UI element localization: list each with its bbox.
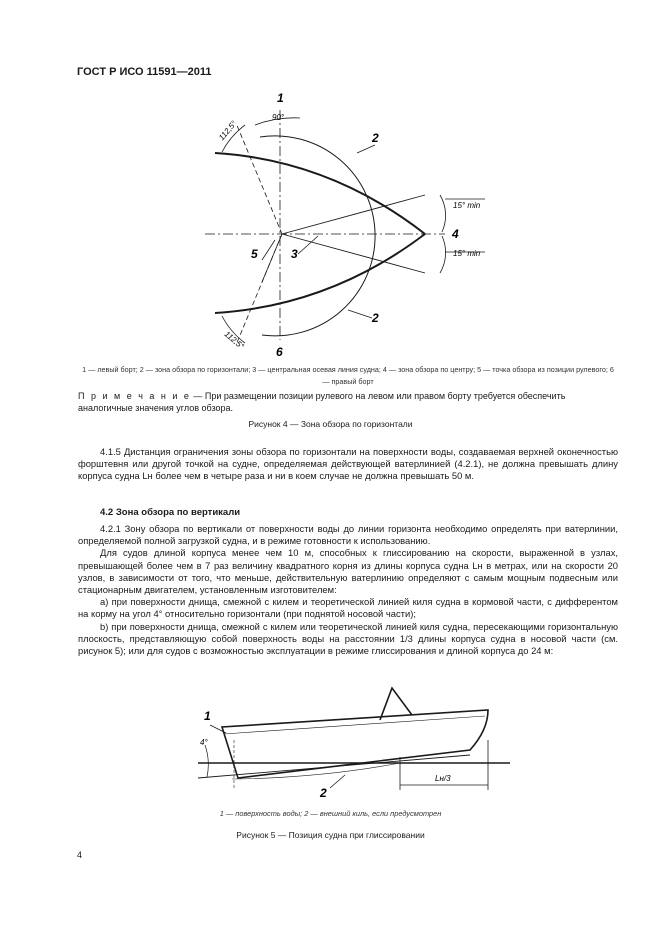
figure-5-keys: 1 — поверхность воды; 2 — внешний киль, если предусмотрен	[219, 809, 442, 818]
fig4-label-2-top: 2	[372, 131, 379, 145]
fig4-angle-90: 90°	[272, 113, 285, 122]
figure-4-keys: 1 — левый борт; 2 — зона обзора по горизонтали; 3 — центральная осевая линия судна; 4 — зона обзора по центру; 5 — точка обзора из позиции рулевого; 6 — правый борт	[82, 365, 614, 386]
fig4-label-1: 1	[277, 91, 284, 105]
note-label: П р и м е ч а н и е	[78, 391, 191, 401]
fig4-angle-112-top: 112,5°	[217, 119, 239, 143]
fig4-label-6: 6	[276, 345, 283, 359]
fig5-angle: 4°	[200, 738, 208, 747]
fig4-15-min-bottom: 15° min	[453, 249, 481, 258]
fig4-label-4: 4	[452, 227, 459, 241]
fig4-label-2-bottom: 2	[372, 311, 379, 325]
paragraph-4-2-1: 4.2.1 Зону обзора по вертикали от поверхности воды до линии горизонта необходимо определять при ватерлинии, определяемой полной загрузкой судна, и в режиме готовности к использованию. Для судов длиной корпуса менее чем 10 м, способных к глиссированию на скорости, выраженной в узлах, превышающей более чем в 7 раз величину квадратного корня из длины корпуса судна Lн в метрах, или на скорости 20 узлов, в зависимости от того, что меньше, действительную ватерлинию определяют с самым мощным подвесным или стационарным двигателем, установленным изготовителем: a) при поверхности днища, смежной с килем и теоретической линией киля судна в кормовой части, с дифферентом на корму на угол 4° относительно горизонтали (при поднятой носовой части); b) при поверхности днища, смежной с килем или теоретической линией киля судна, пересекающими горизонтальную плоскость, представляющую собой поверхность воды на расстоянии 1/3 длины корпуса судна в носовой части (см. рисунок 5); или для судов с возможностью эксплуатации в режиме глиссирования и длиной корпуса до 24 м:	[78, 523, 618, 657]
page-number: 4	[77, 850, 83, 860]
fig4-angle-112-bottom: 112,5°	[222, 329, 246, 351]
fig4-15-min-top: 15° min	[453, 201, 481, 210]
fig5-label-1: 1	[204, 709, 211, 723]
figure-4-caption: Рисунок 4 — Зона обзора по горизонтали	[248, 419, 413, 429]
note-text: — При размещении позиции рулевого на левом или правом борту требуется обеспечить аналогичные значения углов обзора.	[78, 391, 566, 413]
fig4-label-3: 3	[291, 247, 298, 261]
page-header: ГОСТ Р ИСО 11591—2011	[77, 66, 212, 78]
boat-hull	[222, 710, 488, 778]
fig4-label-5: 5	[251, 247, 258, 261]
fig5-label-2: 2	[320, 786, 327, 800]
figure-5-caption: Рисунок 5 — Позиция судна при глиссировании	[236, 830, 425, 840]
fig5-length: Lн/3	[435, 774, 451, 783]
paragraph-4-1-5: 4.1.5 Дистанция ограничения зоны обзора по горизонтали на поверхности воды, создаваемая верхней оконечностью форштевня или другой точкой на судне, определяемая действующей ватерлинией (4.2.1), не должна превышать длину корпуса судна Lн более чем в четыре раза и ни в коем случае не должна превышать 50 м.	[78, 446, 618, 482]
section-4-2-title: 4.2 Зона обзора по вертикали	[100, 507, 241, 518]
